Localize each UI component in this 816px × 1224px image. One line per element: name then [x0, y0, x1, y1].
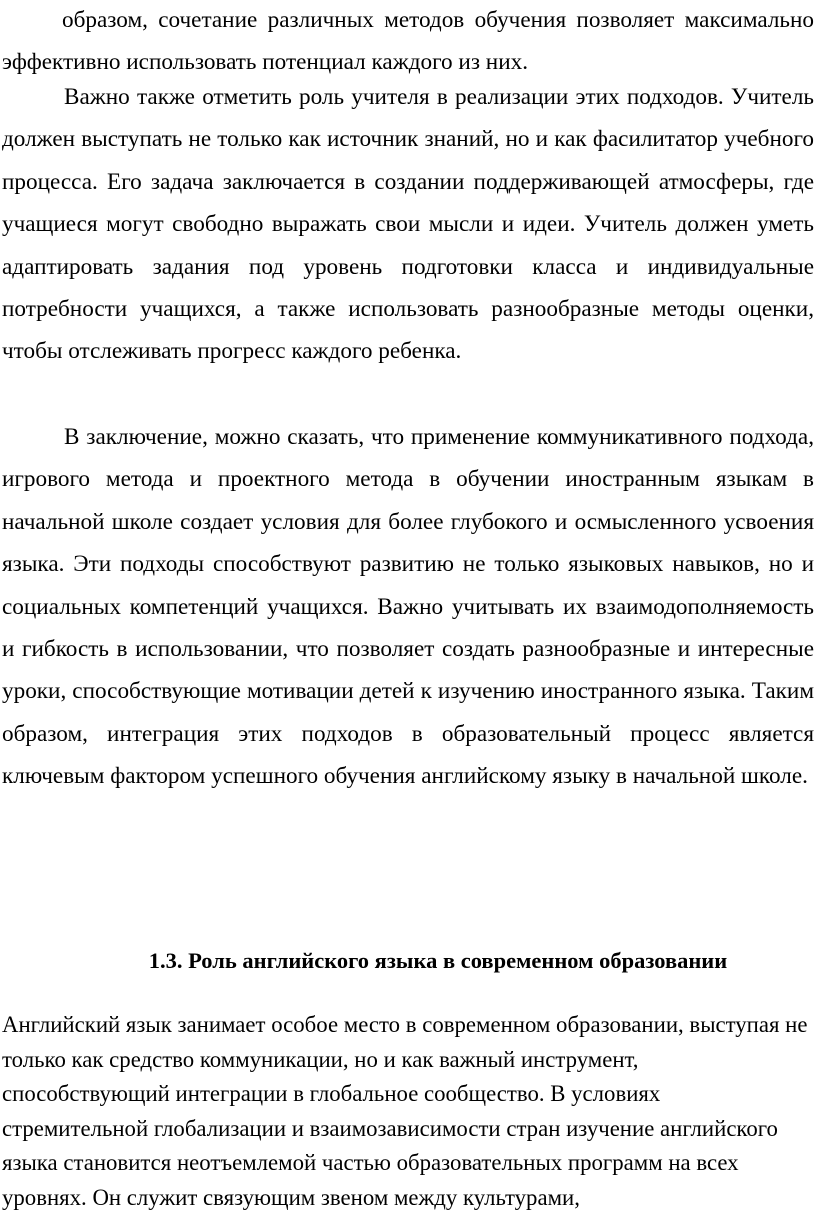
paragraph-english-role: Английский язык занимает особое место в современном образовании, выступая не только как средство коммуникации, но и как важный инструмент, способствующий интеграции в глобальное сообщество. В условиях стремительной глобализации и взаимозависимости стран изучение английского языка становится неотъемлемой частью образовательных программ на всех уровнях. Он служит связующим звеном между культурами, — [2, 1012, 808, 1210]
paragraph-conclusion: В заключение, можно сказать, что применение коммуникативного подхода, игрового метода и проектного метода в обучении иностранным языкам в начальной школе создает условия для более глубокого и осмысленного усвоения языка. Эти подходы способствуют развитию не только языковых навыков, но и социальных компетенций учащихся. Важно учитывать их взаимодополняемость и гибкость в использовании, что позволяет создать разнообразные и интересные уроки, способствующие мотивации детей к изучению иностранного языка. Таким образом, интеграция этих подходов в образовательный процесс является ключевым фактором успешного обучения английскому языку в начальной школе. — [2, 424, 814, 790]
paragraph-teacher-role: Важно также отметить роль учителя в реализации этих подходов. Учитель должен выступать не только как источник знаний, но и как фасилитатор учебного процесса. Его задача заключается в создании поддерживающей атмосферы, где учащиеся могут свободно выражать свои мысли и идеи. Учитель должен уметь адаптировать задания под уровень подготовки класса и индивидуальные потребности учащихся, а также использовать разнообразные методы оценки, чтобы отслеживать прогресс каждого ребенка. — [2, 84, 814, 365]
section-heading: 1.3. Роль английского языка в современном образовании — [148, 947, 728, 973]
paragraph-continuation: образом, сочетание различных методов обучения позволяет максимально эффективно использовать потенциал каждого из них. — [2, 7, 814, 76]
